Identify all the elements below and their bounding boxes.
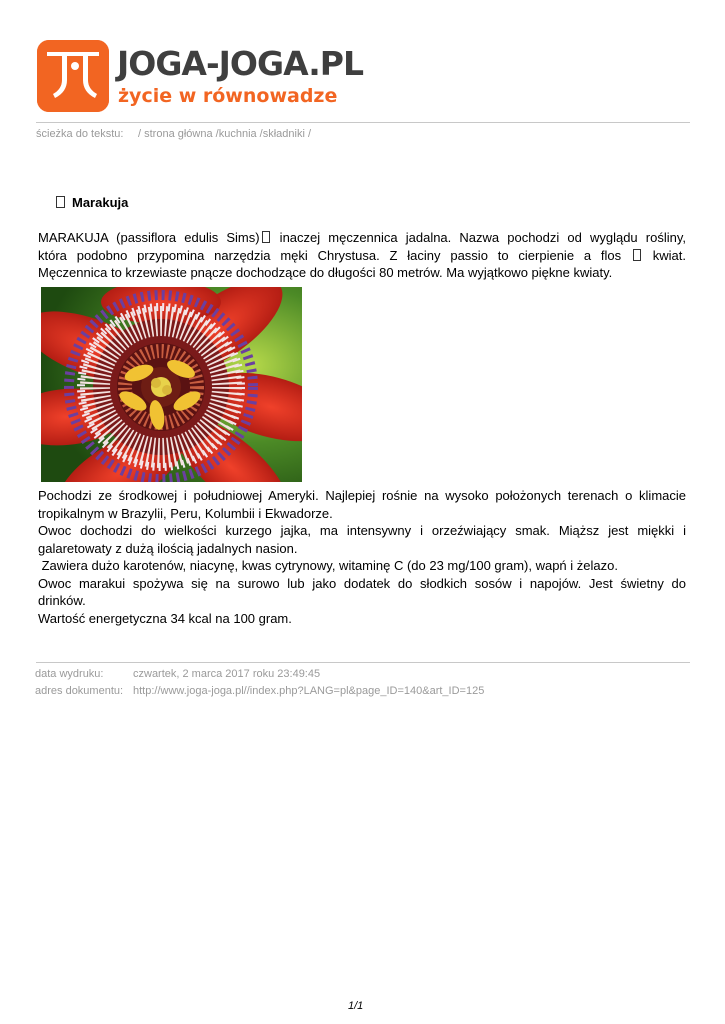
path-value: / strona główna /kuchnia /składniki / [138, 128, 312, 140]
article-title-text: Marakuja [72, 195, 129, 210]
body-line: tropikalnym w Brazylii, Peru, Kolumbii i Ekwadorze. [38, 505, 333, 521]
body-line: Owoc dochodzi do wielkości kurzego jajka, ma intensywny i orzeźwiający smak. Miąższ jest miękki i [38, 523, 686, 538]
missing-glyph-icon [56, 196, 65, 208]
missing-glyph-icon [633, 249, 641, 261]
print-date-value: czwartek, 2 marca 2017 roku 23:49:45 [133, 668, 321, 680]
body-line: Zawiera dużo karotenów, niacynę, kwas cytrynowy, witaminę C (do 23 mg/100 gram), wapń i żelazo. [38, 558, 618, 573]
intro-line-3: Męczennica to krzewiaste pnącze dochodzące do długości 80 metrów. Ma wyjątkowo piękne kwiaty. [38, 265, 613, 280]
passion-flower-photo [41, 287, 302, 482]
article-title [56, 195, 128, 210]
body-line: Owoc marakui spożywa się na surowo lub jako dodatek do słodkich sosów i napojów. Jest świetny do [38, 575, 686, 591]
intro-line-1: MARAKUJA (passiflora edulis Sims) inaczej męczennica jadalna. Nazwa pochodzi od wyglądu rośliny, [38, 230, 686, 245]
document-address-link[interactable]: http://www.joga-joga.pl//index.php?LANG=pl&page_ID=140&art_ID=125 [133, 685, 485, 697]
joga-joga-logo-icon [37, 40, 109, 112]
header-divider [36, 122, 690, 123]
intro-line-2: która podobno przypomina narzędzia męki Chrystusa. Z łaciny passio to cierpienie a flos kwiat. [38, 247, 686, 263]
page-number: 1/1 [348, 1000, 364, 1012]
body-paragraph [38, 487, 686, 627]
logo-name: JOGA-JOGA.PL [117, 44, 363, 83]
logo-tagline: życie w równowadze [118, 85, 338, 107]
body-line: Pochodzi ze środkowej i południowej Ameryki. Najlepiej rośnie na wysoko położonych terenach o klimacie [38, 488, 686, 503]
path-label: ścieżka do tekstu: [36, 128, 124, 140]
body-line: drinków. [38, 593, 86, 608]
missing-glyph-icon [262, 231, 270, 243]
footer-divider [36, 662, 690, 663]
document-address-label: adres dokumentu: [35, 685, 124, 697]
body-line: galaretowaty z dużą ilością jadalnych nasion. [38, 540, 298, 556]
print-date-label: data wydruku: [35, 668, 104, 680]
body-line: Wartość energetyczna 34 kcal na 100 gram. [38, 610, 292, 626]
site-logo[interactable] [37, 40, 363, 114]
intro-paragraph [38, 229, 686, 282]
